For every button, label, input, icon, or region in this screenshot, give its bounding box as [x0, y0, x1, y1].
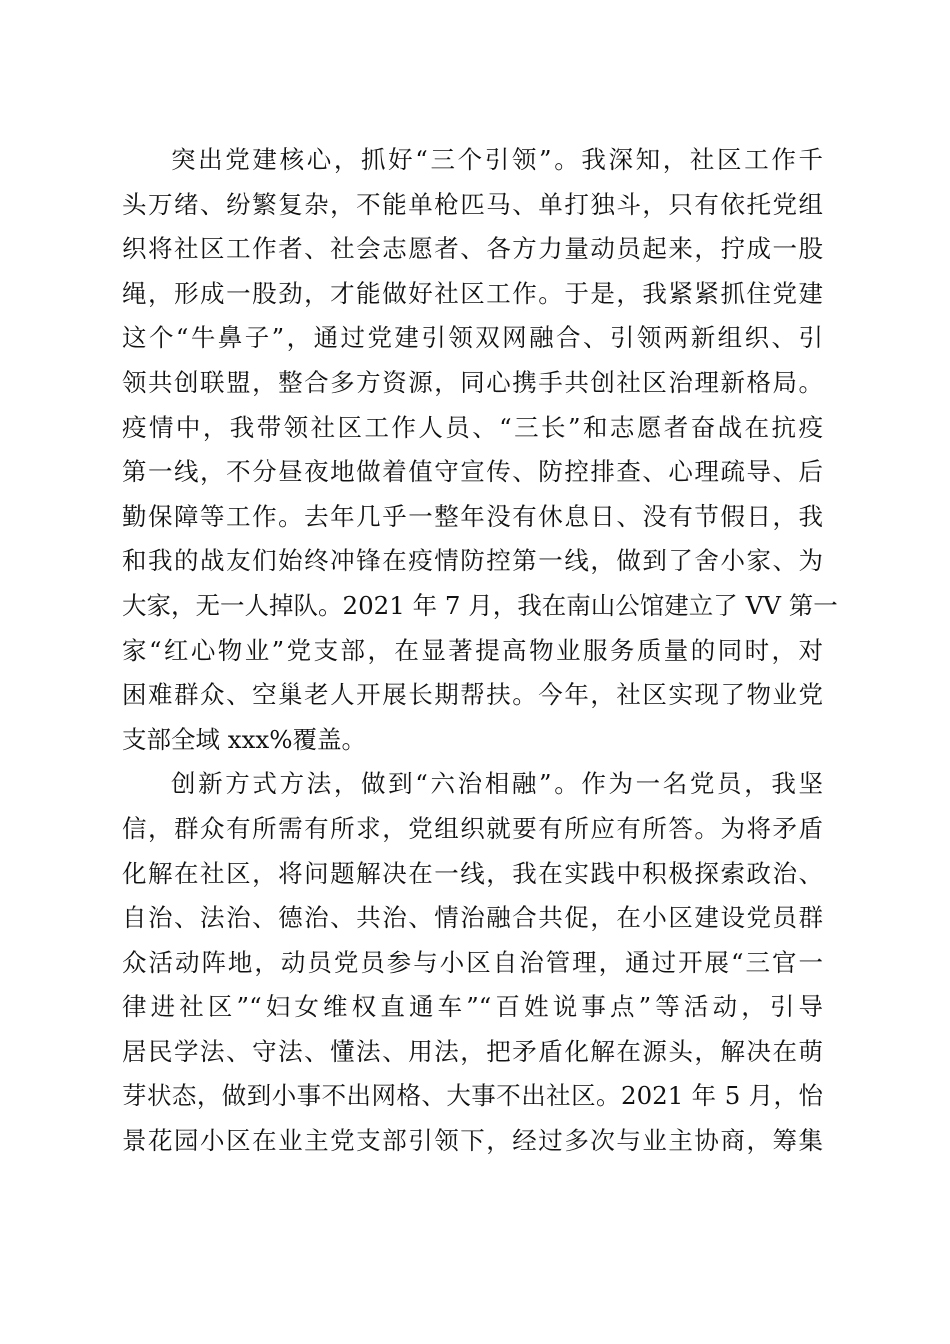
text-line: 信，群众有所需有所求，党组织就要有所应有所答。为将矛盾 [122, 813, 823, 843]
text-line: 头万绪、纷繁复杂，不能单枪匹马、单打独斗，只有依托党组 [122, 189, 823, 219]
text-line: 勤保障等工作。去年几乎一整年没有休息日、没有节假日，我 [122, 501, 823, 531]
text-line: 自治、法治、德治、共治、情治融合共促，在小区建设党员群 [122, 903, 823, 933]
paragraph-six-governance [122, 762, 823, 1163]
document-body [122, 138, 838, 1164]
text-line: 芽状态，做到小事不出网格、大事不出社区。2021 年 5 月，怡 [122, 1081, 823, 1111]
text-line: 第一线，不分昼夜地做着值守宣传、防控排查、心理疏导、后 [122, 457, 823, 487]
text-line: 这个“牛鼻子”，通过党建引领双网融合、引领两新组织、引 [122, 323, 823, 353]
text-line: 律进社区”“妇女维权直通车”“百姓说事点”等活动，引导 [122, 992, 823, 1022]
text-line: 大家，无一人掉队。2021 年 7 月，我在南山公馆建立了 VV 第一 [122, 590, 838, 620]
text-line: 领共创联盟，整合多方资源，同心携手共创社区治理新格局。 [122, 367, 823, 397]
text-line: 支部全域 xxx%覆盖。 [122, 724, 367, 754]
text-line: 居民学法、守法、懂法、用法，把矛盾化解在源头，解决在萌 [122, 1036, 823, 1066]
paragraph-party-leadership [122, 138, 838, 762]
text-line: 化解在社区，将问题解决在一线，我在实践中积极探索政治、 [122, 858, 823, 888]
text-line: 困难群众、空巢老人开展长期帮扶。今年，社区实现了物业党 [122, 680, 823, 710]
text-line: 织将社区工作者、社会志愿者、各方力量动员起来，拧成一股 [122, 234, 823, 264]
text-line: 和我的战友们始终冲锋在疫情防控第一线，做到了舍小家、为 [122, 546, 823, 576]
text-line: 绳，形成一股劲，才能做好社区工作。于是，我紧紧抓住党建 [122, 278, 823, 308]
text-line: 家“红心物业”党支部，在显著提高物业服务质量的同时，对 [122, 635, 823, 665]
text-line: 创新方式方法，做到“六治相融”。作为一名党员，我坚 [171, 769, 823, 799]
text-line: 景花园小区在业主党支部引领下，经过多次与业主协商，筹集 [122, 1126, 823, 1156]
text-line: 突出党建核心，抓好“三个引领”。我深知，社区工作千 [171, 145, 823, 174]
text-line: 疫情中，我带领社区工作人员、“三长”和志愿者奋战在抗疫 [122, 412, 823, 442]
text-line: 众活动阵地，动员党员参与小区自治管理，通过开展“三官一 [122, 947, 823, 977]
